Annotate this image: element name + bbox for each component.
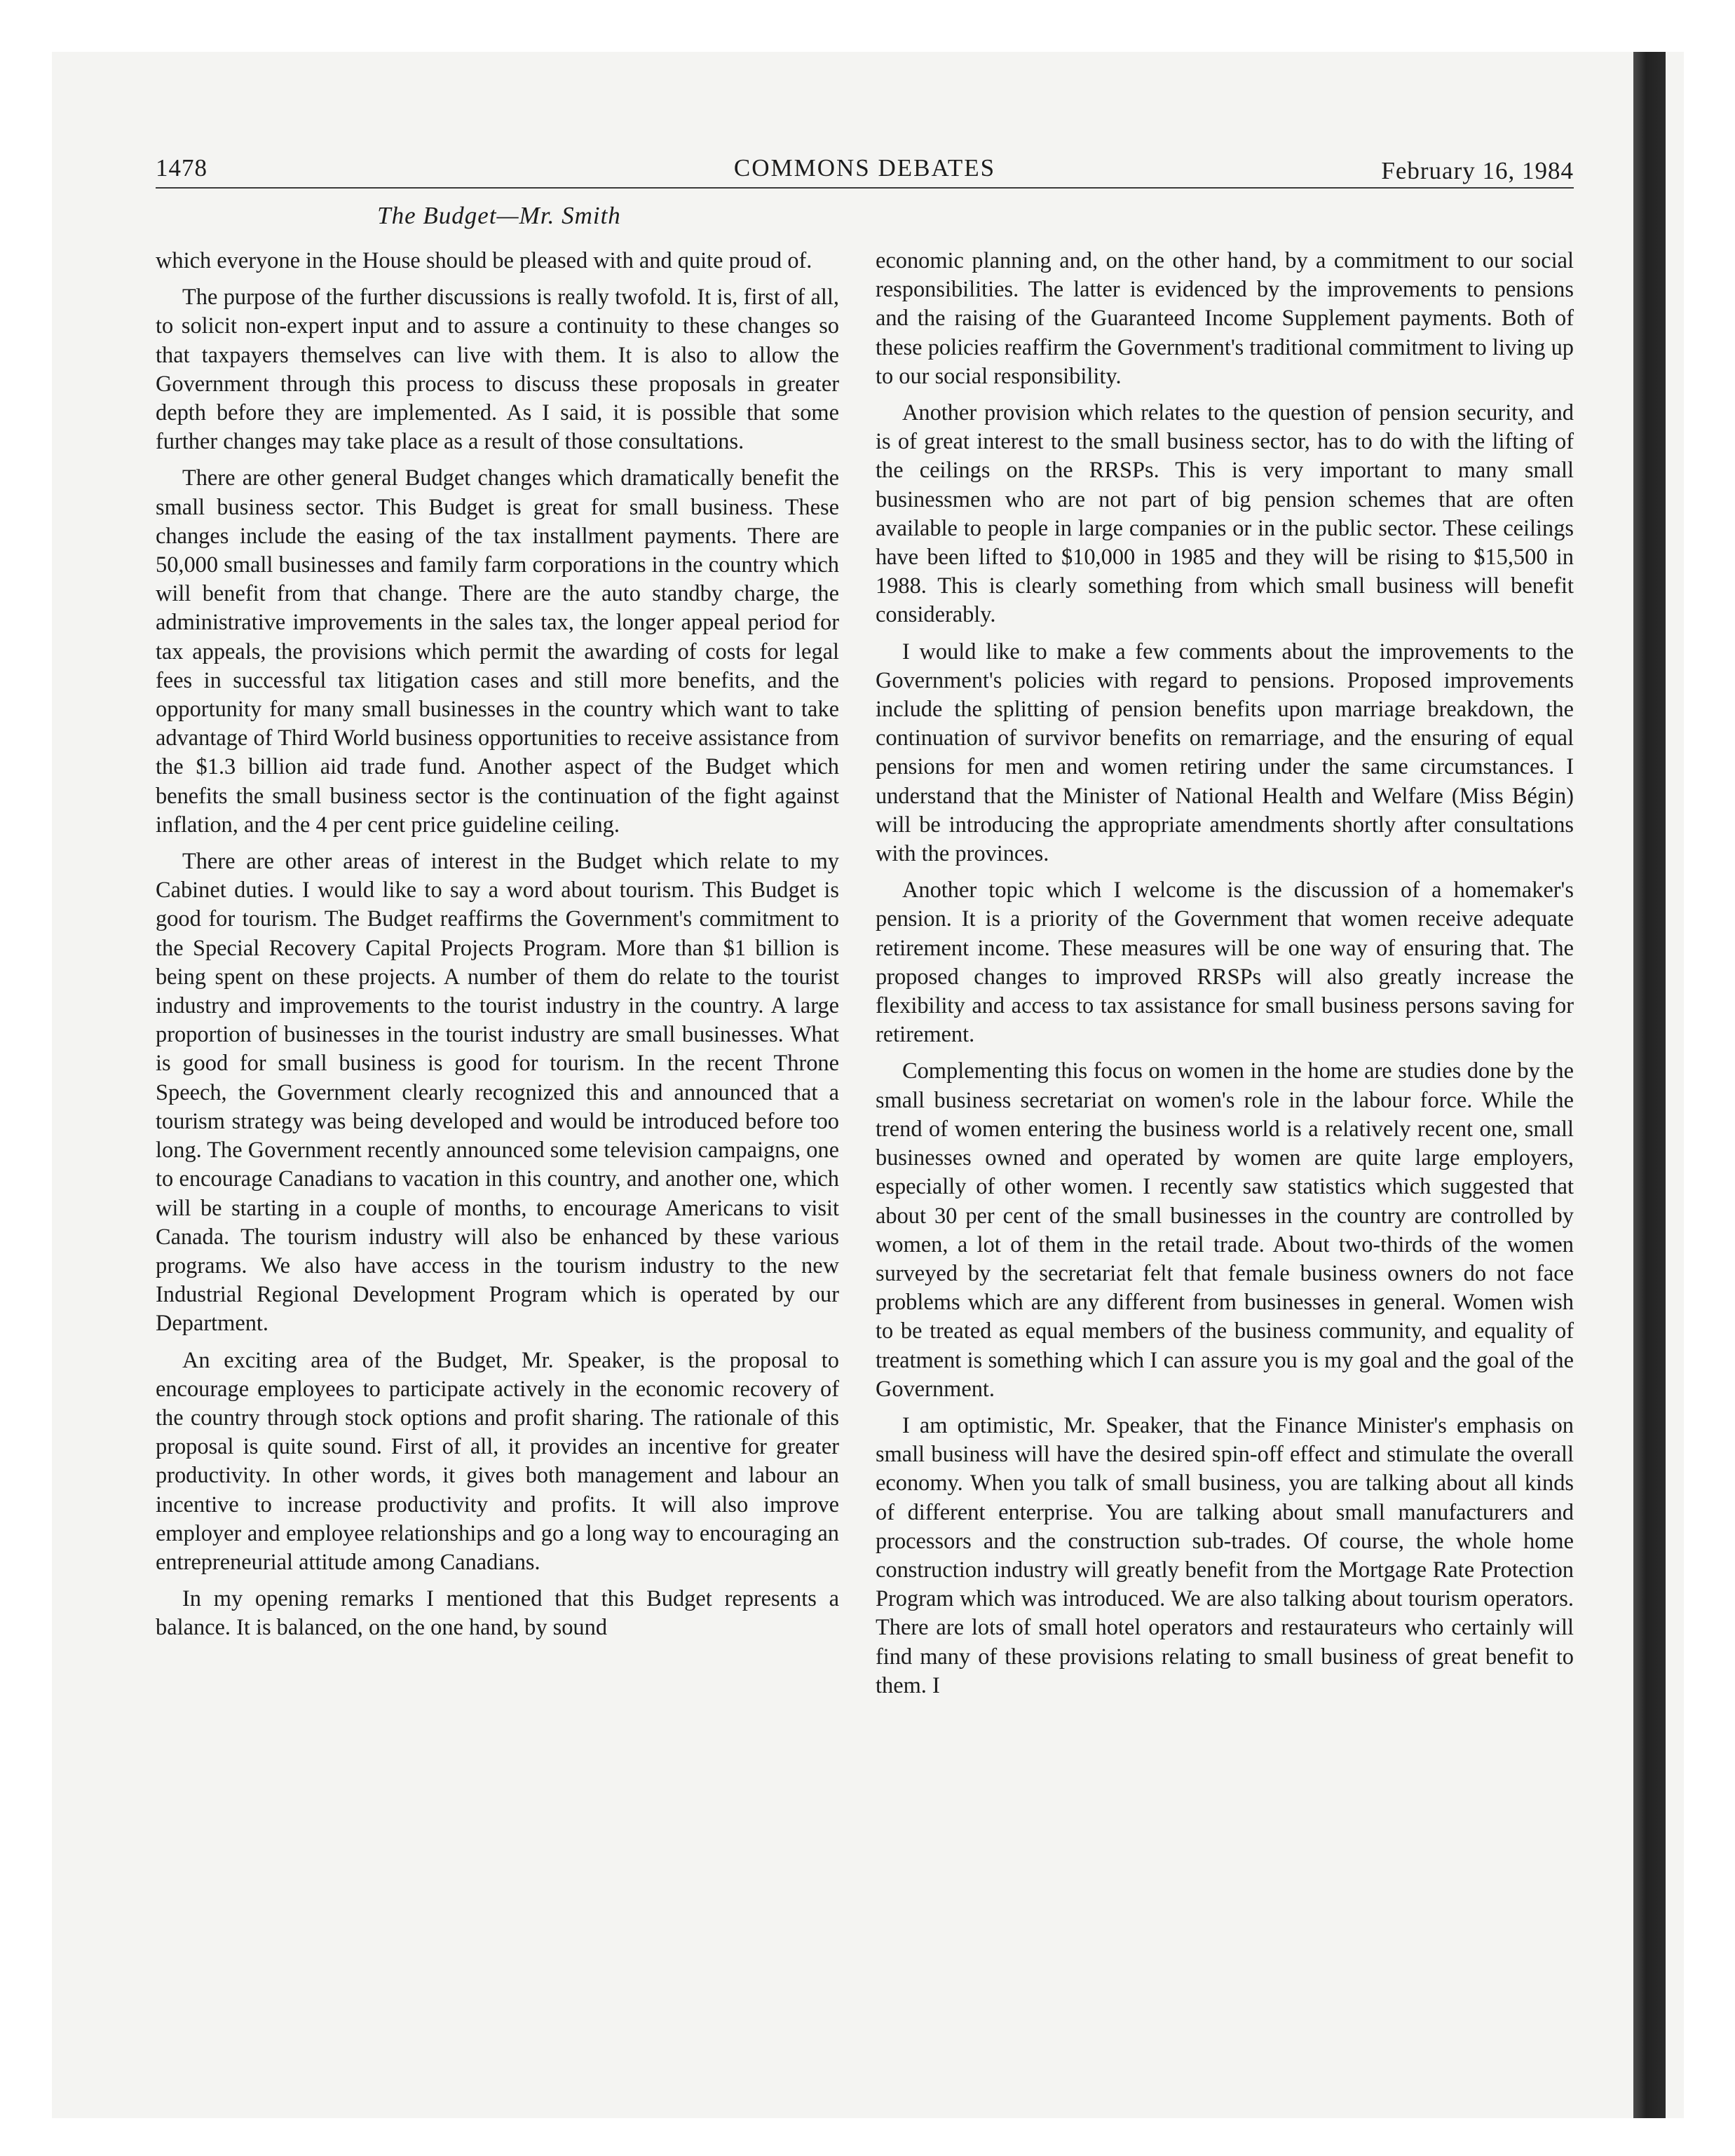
right-column [876,247,1574,1708]
paragraph: There are other areas of interest in the Budget which relate to my Cabinet duties. I would like to say a word about tourism. This Budget is good for tourism. The Budget reaffirms the Government's commitment to the Special Recovery Capital Projects Program. More than $1 billion is being spent on these projects. A number of them do relate to the tourist industry and improvements to the tourist industry in the country. A large proportion of businesses in the tourist industry are small businesses. What is good for small business is good for tourism. In the recent Throne Speech, the Government clearly recognized this and announced that a tourism strategy was being developed and would be introduced before too long. The Government recently announced some television campaigns, one to encourage Canadians to vacation in this country, and another one, which will be starting in a couple of months, to encourage Americans to visit Canada. The tourism industry will also be enhanced by these various programs. We also have access in the tourism industry to the new Industrial Regional Development Program which is operated by our Department. [156,849,839,1337]
publication-title: COMMONS DEBATES [733,154,996,182]
paragraph: Another provision which relates to the question of pension security, and is of great interest to the small business sector, has to do with the lifting of the ceilings on the RRSPs. This is very important to many small businessmen who are not part of big pension schemes that are often available to people in large companies or in the public sector. These ceilings have been lifted to $10,000 in 1985 and they will be rising to $15,500 in 1988. This is clearly something from which small business will benefit considerably. [876,400,1574,628]
page-date: February 16, 1984 [1381,157,1574,184]
paragraph: There are other general Budget changes which dramatically benefit the small business sector. This Budget is great for small business. These changes include the easing of the tax installment payments. There are 50,000 small businesses and family farm corporations in the country which will benefit from that change. There are the auto standby charge, the administrative improvements in the sales tax, the longer appeal period for tax appeals, the provisions which permit the awarding of costs for legal fees in successful tax litigation cases and still more benefits, and the opportunity for many small businesses in the country which want to take advantage of Third World business opportunities to receive assistance from the $1.3 billion aid trade fund. Another aspect of the Budget which benefits the small business sector is the continuation of the fight against inflation, and the 4 per cent price guideline ceiling. [156,465,839,838]
paragraph: which everyone in the House should be pleased with and quite proud of. [156,248,812,273]
book-spine-shadow [1633,52,1666,2118]
paragraph: I am optimistic, Mr. Speaker, that the Finance Minister's emphasis on small business will have the desired spin-off effect and stimulate the overall economy. When you talk of small business, you are talking about all kinds of different enterprise. You are talking about small manufacturers and processors and the construction sub-trades. Of course, the whole home construction industry will greatly benefit from the Mortgage Rate Protection Program which was introduced. We are also talking about tourism operators. There are lots of small hotel operators and restaurateurs who certainly will find many of these provisions relating to small business of great benefit to them. I [876,1412,1574,1698]
paragraph: An exciting area of the Budget, Mr. Speaker, is the proposal to encourage employees to participate actively in the economic recovery of the country through stock options and profit sharing. The rationale of this proposal is quite sound. First of all, it provides an incentive for greater productivity. In other words, it gives both management and labour an incentive to increase productivity and profits. It will also improve employer and employee relationships and go a long way to encouraging an entrepreneurial attitude among Canadians. [156,1347,839,1575]
left-column [156,247,839,1651]
paragraph: I would like to make a few comments about the improvements to the Government's policies with regard to pensions. Proposed improvements include the splitting of pension benefits upon marriage breakdown, the continuation of survivor benefits on remarriage, and the ensuring of equal pensions for men and women retiring under the same circumstances. I understand that the Minister of National Health and Welfare (Miss Bégin) will be introducing the appropriate amendments shortly after consultations with the provinces. [876,639,1574,867]
paragraph: The purpose of the further discussions is really twofold. It is, first of all, to solicit non-expert input and to assure a continuity to these changes so that taxpayers themselves can live with them. It is also to allow the Government through this process to discuss these proposals in greater depth before they are implemented. As I said, it is possible that some further changes may take place as a result of those consultations. [156,285,839,455]
header-rule [156,187,1574,189]
paragraph: Another topic which I welcome is the discussion of a homemaker's pension. It is a priority of the Government that women receive adequate retirement income. These measures will be one way of ensuring that. The proposed changes to improved RRSPs will also greatly increase the flexibility and access to tax assistance for small business persons saving for retirement. [876,878,1574,1048]
paragraph: Complementing this focus on women in the home are studies done by the small business secretariat on women's role in the labour force. While the trend of women entering the business world is a relatively recent one, small businesses owned and operated by women are quite large employers, especially of other women. I recently saw statistics which suggested that about 30 per cent of the small businesses in the country are controlled by women, a lot of them in the retail trade. About two-thirds of the women surveyed by the secretariat felt that female business owners do not face problems which are any different from businesses in general. Women wish to be treated as equal members of the business community, and equality of treatment is something which I can assure you is my goal and the goal of the Government. [876,1058,1574,1402]
paragraph: economic planning and, on the other hand, by a commitment to our social responsibilities. The latter is evidenced by the improvements to pensions and the raising of the Guaranteed Income Supplement payments. Both of these policies reaffirm the Government's traditional commitment to living up to our social responsibility. [876,248,1574,389]
running-head: The Budget—Mr. Smith [377,202,621,229]
paragraph: In my opening remarks I mentioned that this Budget represents a balance. It is balanced, on the one hand, by sound [156,1586,839,1641]
page-number: 1478 [156,154,207,182]
page-header [156,154,1574,189]
